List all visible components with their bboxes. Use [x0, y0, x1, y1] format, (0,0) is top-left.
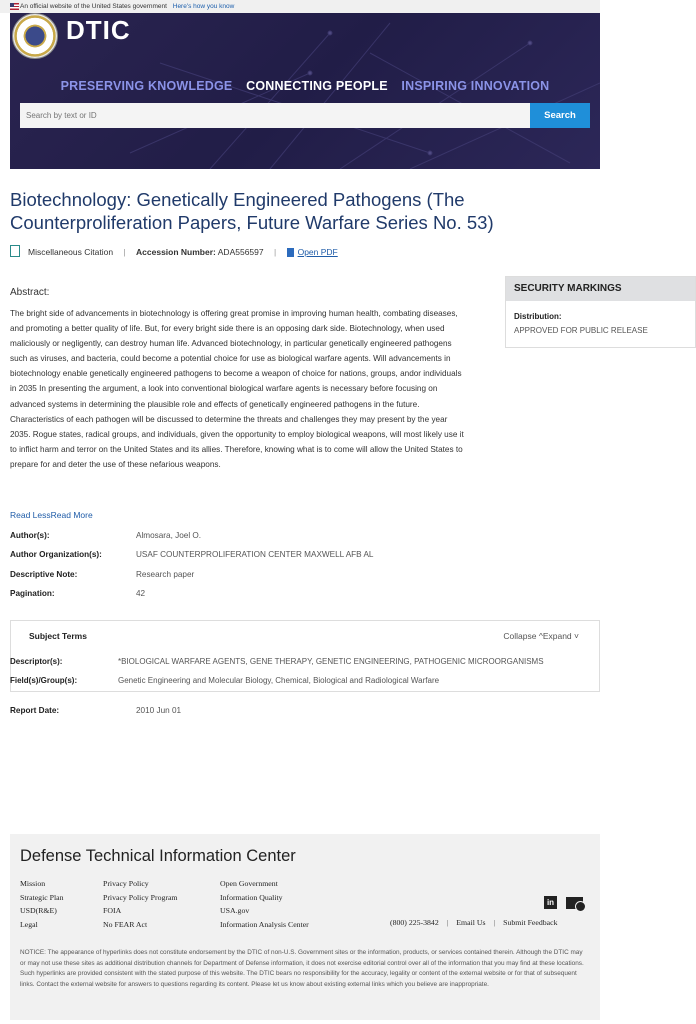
search-input[interactable]: [20, 103, 530, 128]
report-date-label: Report Date:: [10, 706, 60, 715]
site-logo[interactable]: DTIC: [66, 15, 131, 45]
open-pdf-link[interactable]: Open PDF: [297, 247, 338, 257]
footer-column-1: [20, 877, 64, 931]
field-label: Pagination:: [10, 589, 55, 598]
footer-notice: NOTICE: The appearance of hyperlinks does not constitute endorsement by the DTIC of non-U.S. Government sites or the information, products, or services contained therein. Although the DTIC may or may not use these sites as additional distribution channels for Department of Defense information, it does not exercise editorial control over all of the information that you may find at these locations. Such hyperlinks are provided consistent with the stated purpose of this website. The DTIC bears no responsibility for the accuracy, legality or content of the external website or for that of subsequent links. Contact the external website for answers to questions regarding its content. Please let us know about existing external links which you believe are inappropriate.: [20, 949, 584, 988]
accession-label: Accession Number:: [136, 247, 216, 257]
security-markings-heading: SECURITY MARKINGS: [506, 277, 695, 301]
linkedin-icon[interactable]: in: [544, 896, 557, 909]
footer-link-strategic-plan[interactable]: Strategic Plan: [20, 892, 64, 902]
collapse-expand-toggle[interactable]: Collapse ^Expand ˅: [503, 631, 579, 641]
tagline-inspiring: INSPIRING INNOVATION: [401, 79, 550, 93]
meta-divider: |: [123, 247, 126, 257]
footer-link-foia[interactable]: FOIA: [103, 906, 122, 915]
footer-phone[interactable]: (800) 225-3842: [390, 918, 439, 927]
abstract-heading: Abstract:: [10, 287, 50, 298]
field-value: USAF COUNTERPROLIFERATION CENTER MAXWELL AFB AL: [136, 550, 374, 559]
read-more-toggle[interactable]: Read LessRead More: [10, 510, 93, 520]
fields-groups-label: Field(s)/Group(s):: [10, 676, 78, 685]
field-label: Descriptive Note:: [10, 570, 78, 579]
dtic-seal-icon[interactable]: [12, 13, 58, 59]
tagline-preserving: PRESERVING KNOWLEDGE: [60, 79, 233, 93]
tagline-connecting: CONNECTING PEOPLE: [246, 79, 388, 93]
field-value: 42: [136, 589, 146, 598]
distribution-label: Distribution:: [514, 312, 562, 321]
tagline: [10, 79, 600, 93]
gov-banner: [0, 0, 600, 13]
footer-divider: |: [493, 918, 496, 927]
site-header: [10, 13, 600, 169]
fields-groups-value: Genetic Engineering and Molecular Biology, Chemical, Biological and Radiological Warfare: [118, 676, 440, 685]
footer-link-iac[interactable]: Information Analysis Center: [220, 919, 309, 929]
gov-banner-text: An official website of the United States government: [20, 3, 167, 10]
footer-link-open-government[interactable]: Open Government: [220, 879, 278, 888]
search-button[interactable]: Search: [530, 103, 590, 128]
footer-contact: [390, 918, 557, 927]
field-label: Author Organization(s):: [10, 550, 102, 559]
footer-link-mission[interactable]: Mission: [20, 879, 46, 888]
footer-link-usa-gov[interactable]: USA.gov: [220, 906, 250, 915]
accession-number: ADA556597: [217, 247, 264, 257]
footer-feedback-link[interactable]: Submit Feedback: [503, 918, 558, 927]
document-icon: [10, 245, 20, 257]
field-value: Almosara, Joel O.: [136, 531, 202, 540]
footer-title: Defense Technical Information Center: [20, 847, 296, 865]
descriptors-label: Descriptor(s):: [10, 657, 63, 666]
citation-type: Miscellaneous Citation: [28, 247, 114, 257]
pdf-icon[interactable]: [287, 248, 294, 257]
footer-link-legal[interactable]: Legal: [20, 919, 38, 929]
footer-link-privacy-program[interactable]: Privacy Policy Program: [103, 892, 178, 902]
field-value: Research paper: [136, 570, 195, 579]
footer-column-2: [103, 877, 178, 931]
footer-column-3: [220, 877, 309, 931]
document-meta: [10, 245, 338, 257]
security-markings-panel: [505, 276, 696, 348]
subject-terms-heading: Subject Terms: [29, 631, 87, 641]
meta-divider: |: [273, 247, 277, 257]
us-flag-icon: [10, 3, 19, 10]
distribution-value: APPROVED FOR PUBLIC RELEASE: [514, 326, 648, 335]
footer-link-usdre[interactable]: USD(R&E): [20, 906, 57, 915]
email-subscribe-icon[interactable]: [566, 897, 583, 909]
page-title: Biotechnology: Genetically Engineered Pathogens (The Counterproliferation Papers, Future Warfare Series No. 53): [10, 189, 494, 233]
site-footer: [10, 834, 600, 1020]
footer-divider: |: [446, 918, 449, 927]
footer-email-link[interactable]: Email Us: [456, 918, 486, 927]
footer-link-privacy-policy[interactable]: Privacy Policy: [103, 879, 149, 888]
descriptors-value: *BIOLOGICAL WARFARE AGENTS, GENE THERAPY, GENETIC ENGINEERING, PATHOGENIC MICROORGANISMS: [118, 657, 544, 666]
footer-link-no-fear-act[interactable]: No FEAR Act: [103, 919, 148, 929]
footer-link-information-quality[interactable]: Information Quality: [220, 892, 283, 902]
how-you-know-link[interactable]: Here's how you know: [172, 3, 235, 10]
report-date-value: 2010 Jun 01: [136, 706, 182, 715]
field-label: Author(s):: [10, 531, 50, 540]
abstract-text: The bright side of advancements in biotechnology is offering great promise in improving human health, combating diseases, and promoting a better quality of life. But, for every bright side there is an opposing dark side. Biotechnology, when used maliciously or negligently, can destroy human life. Advanced biotechnology, in particular genetically engineered pathogens such as viruses, and bacteria, could become a potential choice for use as biological warfare agents. Will advancements in biotechnology enable genetically engineered pathogens to become a weapon of choice for nations, groups, andor individuals in 2035 In presenting the argument, a look into conventional biological warfare agents is necessary before focusing on advanced systems in determining the plausible role and effects of genetically engineered pathogens in the future. Characteristics of each pathogen will be discussed to determine the threats and challenges they may present by the year 2035. Rogue states, radical groups, and individuals, given the opportunity to employ biological weapons, will most likely use it to inflict harm and terror on the United States and its allies. Therefore, knowing what is to come will allow the United States to prepare for and deter the use of these nefarious weapons.: [10, 309, 464, 469]
